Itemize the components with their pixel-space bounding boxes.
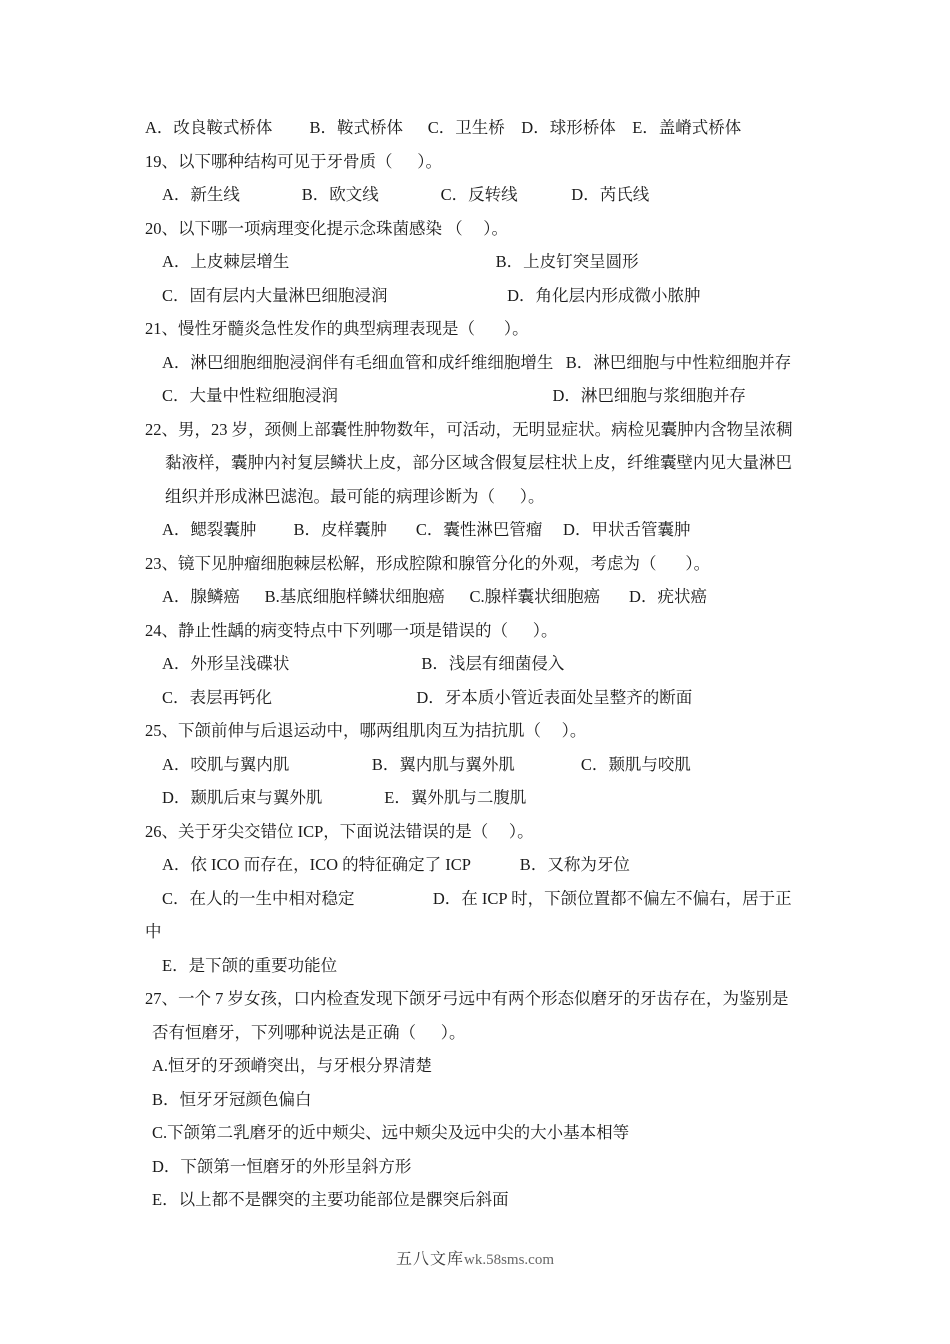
q20-options-cd: C．固有层内大量淋巴细胞浸润 D．角化层内形成微小脓肿 bbox=[162, 285, 701, 305]
footer-domain: wk.58sms.com bbox=[464, 1252, 554, 1268]
q27-option-b: B．恒牙牙冠颜色偏白 bbox=[152, 1089, 312, 1109]
q27-stem-line-2: 否有恒磨牙，下列哪种说法是正确（ ）。 bbox=[152, 1022, 466, 1042]
q20-stem: 20、以下哪一项病理变化提示念珠菌感染 （ ）。 bbox=[145, 218, 508, 238]
q26-option-d-continuation: 中 bbox=[145, 922, 162, 941]
q23-stem: 23、镜下见肿瘤细胞棘层松解，形成腔隙和腺管分化的外观，考虑为（ ）。 bbox=[145, 553, 711, 573]
q24-options-cd: C．表层再钙化 D．牙本质小管近表面处呈整齐的断面 bbox=[162, 687, 693, 707]
q19-stem: 19、以下哪种结构可见于牙骨质（ ）。 bbox=[145, 151, 442, 171]
q26-options-ab: A．依 ICO 而存在，ICO 的特征确定了 ICP B．又称为牙位 bbox=[162, 855, 630, 874]
q19-options: A．新生线 B．欧文线 C．反转线 D．芮氏线 bbox=[162, 185, 650, 204]
q20-options-ab: A．上皮棘层增生 B．上皮钉突呈圆形 bbox=[162, 252, 639, 271]
q24-stem: 24、静止性龋的病变特点中下列哪一项是错误的（ ）。 bbox=[145, 620, 558, 640]
q26-option-e: E．是下颌的重要功能位 bbox=[162, 955, 338, 975]
page-footer bbox=[0, 1246, 950, 1269]
q22-options: A．鳃裂囊肿 B．皮样囊肿 C．囊性淋巴管瘤 D．甲状舌管囊肿 bbox=[162, 520, 691, 539]
q25-stem: 25、下颌前伸与后退运动中，哪两组肌肉互为拮抗肌（ ）。 bbox=[145, 721, 587, 740]
q18-options: A．改良鞍式桥体 B．鞍式桥体 C．卫生桥 D．球形桥体 E．盖嵴式桥体 bbox=[145, 118, 742, 137]
q27-option-e: E．以上都不是髁突的主要功能部位是髁突后斜面 bbox=[152, 1190, 509, 1209]
q22-stem-line-1: 22、男，23 岁，颈侧上部囊性肿物数年，可活动，无明显症状。病检见囊肿内含物呈浓稠 bbox=[145, 419, 793, 439]
q26-stem: 26、关于牙尖交错位 ICP，下面说法错误的是（ ）。 bbox=[145, 821, 534, 841]
q27-option-d: D．下颌第一恒磨牙的外形呈斜方形 bbox=[152, 1156, 412, 1176]
q22-stem-line-3: 组织并形成淋巴滤泡。最可能的病理诊断为（ ）。 bbox=[165, 486, 545, 506]
q21-options-ab: A．淋巴细胞细胞浸润伴有毛细血管和成纤维细胞增生 B．淋巴细胞与中性粒细胞并存 bbox=[162, 352, 792, 372]
q22-stem-line-2: 黏液样，囊肿内衬复层鳞状上皮，部分区域含假复层柱状上皮，纤维囊壁内见大量淋巴 bbox=[165, 453, 792, 472]
q25-options-abc: A．咬肌与翼内肌 B．翼内肌与翼外肌 C．颞肌与咬肌 bbox=[162, 754, 691, 774]
q25-options-de: D．颞肌后束与翼外肌 E．翼外肌与二腹肌 bbox=[162, 788, 527, 807]
q26-options-cd: C．在人的一生中相对稳定 D．在 ICP 时，下颌位置都不偏左不偏右，居于正 bbox=[162, 888, 792, 908]
q21-stem: 21、慢性牙髓炎急性发作的典型病理表现是（ ）。 bbox=[145, 319, 529, 338]
q21-options-cd: C．大量中性粒细胞浸润 D．淋巴细胞与浆细胞并存 bbox=[162, 386, 746, 405]
q23-options: A．腺鳞癌 B.基底细胞样鳞状细胞癌 C.腺样囊状细胞癌 D．疣状癌 bbox=[162, 587, 707, 606]
q27-option-a: A.恒牙的牙颈嵴突出，与牙根分界清楚 bbox=[152, 1056, 433, 1075]
footer-site-name: 五八文库 bbox=[395, 1251, 464, 1268]
q27-stem-line-1: 27、一个 7 岁女孩，口内检查发现下颌牙弓远中有两个形态似磨牙的牙齿存在，为鉴别是 bbox=[145, 989, 789, 1008]
q24-options-ab: A．外形呈浅碟状 B．浅层有细菌侵入 bbox=[162, 654, 565, 673]
q27-option-c: C.下颌第二乳磨牙的近中颊尖、远中颊尖及远中尖的大小基本相等 bbox=[152, 1123, 630, 1142]
